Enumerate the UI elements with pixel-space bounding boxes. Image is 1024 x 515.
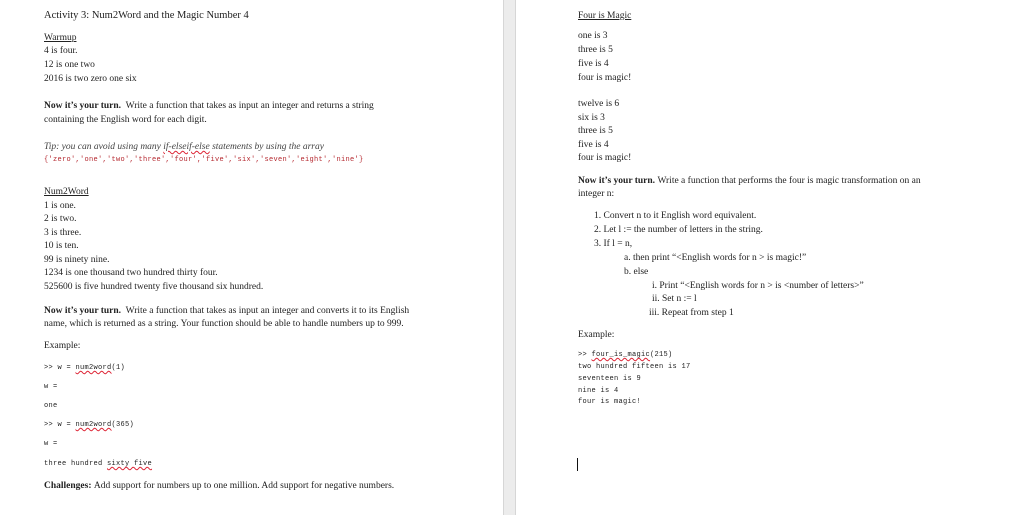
code-output: nine is 4 [578, 387, 619, 395]
step-item: 3. If l = n, [594, 239, 633, 249]
tip-prefix: Tip: you can avoid using many [44, 142, 164, 152]
magic-title: Four is Magic [578, 11, 632, 21]
example-label: Example: [44, 341, 81, 351]
challenges-paragraph [44, 480, 394, 492]
task-paragraph [578, 175, 921, 187]
task2-text-cont: name, which is returned as a string. Your function should be able to handle numbers up to 999. [44, 319, 404, 329]
magic-line: five is 4 [578, 59, 609, 69]
task2-text: Write a function that takes as input an integer and converts it to its English [125, 306, 410, 316]
task-lead: Now it’s your turn. [578, 176, 656, 186]
num2word-line: 10 is ten. [44, 241, 79, 251]
warmup-line: 4 is four. [44, 46, 78, 56]
warmup-heading: Warmup [44, 33, 77, 43]
task1-lead: Now it’s your turn. [44, 101, 122, 111]
num2word-line: 2 is two. [44, 214, 77, 224]
code-prompt: >> w = [44, 421, 76, 429]
task1-paragraph [44, 100, 374, 112]
magic-line: twelve is 6 [578, 99, 620, 109]
num2word-line: 1234 is one thousand two hundred thirty four. [44, 268, 218, 278]
code-arg: (215) [650, 351, 673, 359]
task1-text: Write a function that takes as input an integer and returns a string [125, 101, 374, 111]
subsubstep-item: i. Print “<English words for n > is <number of letters>” [652, 281, 864, 291]
page-gap [503, 0, 516, 515]
step-item: 2. Let l := the number of letters in the string. [594, 225, 763, 235]
substep-item: b. else [624, 267, 649, 277]
task-text-cont: integer n: [578, 189, 615, 199]
code-output: three hundred [44, 460, 108, 468]
code-line [578, 349, 673, 361]
code-line [44, 362, 125, 374]
task2-lead: Now it’s your turn. [44, 306, 122, 316]
substep-item: a. then print “<English words for n > is magic!” [624, 253, 807, 263]
magic-line: six is 3 [578, 113, 605, 123]
code-line: one [44, 402, 58, 410]
code-output-flagged: sixty five [107, 460, 153, 468]
code-function: num2word [75, 421, 112, 429]
code-output: four is magic! [578, 398, 642, 406]
subsubstep-item: iii. Repeat from step 1 [649, 308, 734, 318]
code-output: two hundred fifteen is 17 [578, 363, 691, 371]
tip-suffix: statements by using the array [209, 142, 324, 152]
num2word-line: 99 is ninety nine. [44, 255, 110, 265]
subsubstep-item: ii. Set n := l [652, 294, 697, 304]
warmup-line: 2016 is two zero one six [44, 74, 137, 84]
magic-line: five is 4 [578, 140, 609, 150]
tip-line [44, 141, 324, 153]
step-item: 1. Convert n to it English word equivalent. [594, 211, 757, 221]
challenges-text: Add support for numbers up to one million. Add support for negative numbers. [93, 481, 395, 491]
num2word-line: 1 is one. [44, 201, 76, 211]
magic-line: four is magic! [578, 73, 632, 83]
magic-line: four is magic! [578, 153, 632, 163]
example-label: Example: [578, 330, 615, 340]
task1-text-cont: containing the English word for each digit. [44, 115, 207, 125]
magic-line: three is 5 [578, 45, 613, 55]
code-line: w = [44, 383, 58, 391]
tip-array: {'zero','one','two','three','four','five','six','seven','eight','nine'} [44, 156, 364, 164]
task-text: Write a function that performs the four is magic transformation on an [657, 176, 921, 186]
tip-term: if-elseif-else [163, 142, 210, 152]
code-arg: (365) [111, 421, 135, 429]
num2word-line: 3 is three. [44, 228, 82, 238]
num2word-heading: Num2Word [44, 187, 89, 197]
challenges-lead: Challenges: [44, 481, 92, 491]
text-cursor[interactable] [577, 458, 578, 471]
code-output: seventeen is 9 [578, 375, 642, 383]
document-page-right [516, 0, 1024, 515]
code-arg: (1) [111, 364, 126, 372]
code-prompt: >> [578, 351, 592, 359]
num2word-line: 525600 is five hundred twenty five thousand six hundred. [44, 282, 264, 292]
code-function: num2word [75, 364, 112, 372]
document-page-left [0, 0, 503, 515]
code-prompt: >> w = [44, 364, 76, 372]
task2-paragraph [44, 305, 409, 317]
code-line [44, 419, 134, 431]
code-line [44, 458, 152, 470]
code-line: w = [44, 440, 58, 448]
activity-title: Activity 3: Num2Word and the Magic Number 4 [44, 10, 249, 21]
magic-line: one is 3 [578, 31, 608, 41]
magic-line: three is 5 [578, 126, 613, 136]
code-function: four_is_magic [591, 351, 651, 359]
warmup-line: 12 is one two [44, 60, 95, 70]
